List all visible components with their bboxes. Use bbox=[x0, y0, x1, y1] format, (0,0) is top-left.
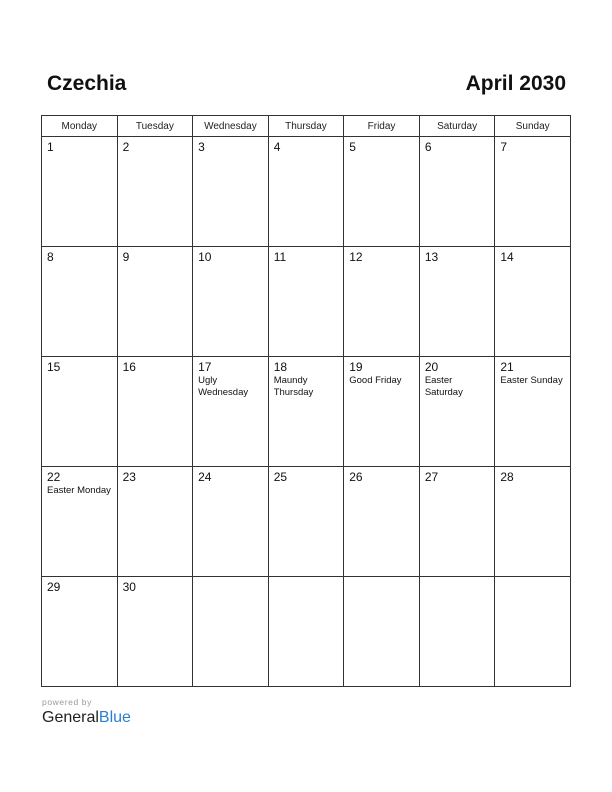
day-number: 2 bbox=[122, 140, 130, 154]
day-cell-content bbox=[118, 137, 193, 246]
day-cell-content bbox=[193, 137, 268, 246]
day-cell[interactable] bbox=[344, 247, 420, 357]
day-cell[interactable] bbox=[344, 357, 420, 467]
holiday-label: Easter Monday bbox=[47, 485, 111, 496]
day-number: 3 bbox=[198, 140, 205, 154]
day-cell-content bbox=[193, 357, 268, 466]
day-cell[interactable] bbox=[193, 247, 269, 357]
day-cell-content bbox=[344, 137, 419, 246]
week-row bbox=[42, 577, 571, 687]
day-number: 21 bbox=[500, 360, 514, 374]
day-number: 25 bbox=[273, 470, 288, 484]
weekday-header-sunday: Sunday bbox=[495, 116, 571, 137]
day-cell[interactable] bbox=[42, 247, 118, 357]
day-cell bbox=[495, 577, 571, 687]
holiday-label: Ugly Wednesday bbox=[198, 375, 249, 398]
day-cell-content bbox=[193, 247, 268, 356]
day-cell-content bbox=[42, 247, 117, 356]
day-number: 23 bbox=[122, 470, 136, 484]
day-cell bbox=[268, 577, 344, 687]
day-cell-content bbox=[118, 467, 193, 576]
day-cell bbox=[193, 577, 269, 687]
day-cell-content bbox=[344, 577, 419, 686]
day-cell bbox=[419, 577, 495, 687]
day-cell-content bbox=[495, 357, 570, 466]
day-cell[interactable] bbox=[42, 357, 118, 467]
day-cell-content bbox=[420, 467, 495, 576]
day-number: 30 bbox=[122, 580, 136, 594]
day-cell[interactable] bbox=[419, 357, 495, 467]
holiday-label: Easter Saturday bbox=[424, 375, 463, 398]
day-number: 28 bbox=[500, 470, 514, 484]
day-number: 27 bbox=[424, 470, 439, 484]
day-cell[interactable] bbox=[117, 357, 193, 467]
day-cell bbox=[344, 577, 420, 687]
day-cell-content bbox=[42, 577, 117, 686]
country-title: Czechia bbox=[47, 72, 127, 95]
day-cell[interactable] bbox=[268, 357, 344, 467]
day-cell[interactable] bbox=[193, 357, 269, 467]
day-cell-content bbox=[42, 137, 117, 246]
powered-by-text: powered by bbox=[42, 697, 92, 707]
day-number: 22 bbox=[47, 470, 61, 484]
day-number: 24 bbox=[198, 470, 212, 484]
week-row bbox=[42, 357, 571, 467]
day-cell-content bbox=[118, 357, 193, 466]
day-number: 26 bbox=[349, 470, 363, 484]
day-number: 1 bbox=[47, 140, 54, 154]
week-row bbox=[42, 467, 571, 577]
day-number: 20 bbox=[424, 360, 439, 374]
day-number: 9 bbox=[122, 250, 130, 264]
day-cell-content bbox=[495, 467, 570, 576]
day-cell[interactable] bbox=[419, 247, 495, 357]
day-cell-content bbox=[344, 357, 419, 466]
day-number: 29 bbox=[47, 580, 61, 594]
day-number: 18 bbox=[273, 360, 288, 374]
day-cell-content bbox=[193, 467, 268, 576]
day-cell-content bbox=[42, 357, 117, 466]
day-cell[interactable] bbox=[495, 247, 571, 357]
day-cell[interactable] bbox=[268, 137, 344, 247]
day-cell[interactable] bbox=[344, 137, 420, 247]
day-number: 14 bbox=[500, 250, 514, 264]
day-number: 7 bbox=[500, 140, 508, 154]
day-number: 17 bbox=[198, 360, 212, 374]
day-cell[interactable] bbox=[193, 137, 269, 247]
weekday-header-thursday: Thursday bbox=[268, 116, 344, 137]
day-number: 10 bbox=[198, 250, 212, 264]
day-cell[interactable] bbox=[117, 247, 193, 357]
day-cell-content bbox=[269, 467, 344, 576]
day-cell-content bbox=[420, 247, 495, 356]
day-number: 8 bbox=[47, 250, 54, 264]
weekday-header-saturday: Saturday bbox=[419, 116, 495, 137]
day-number: 11 bbox=[273, 250, 287, 264]
brand-general-text: General bbox=[42, 709, 99, 726]
weekday-header-monday: Monday bbox=[42, 116, 118, 137]
day-cell-content bbox=[420, 577, 495, 686]
weekday-header-row bbox=[42, 116, 571, 137]
day-cell[interactable] bbox=[495, 137, 571, 247]
weekday-header-wednesday: Wednesday bbox=[193, 116, 269, 137]
day-cell[interactable] bbox=[419, 467, 495, 577]
day-cell-content bbox=[269, 137, 344, 246]
week-row bbox=[42, 137, 571, 247]
day-cell-content bbox=[495, 247, 570, 356]
day-cell[interactable] bbox=[495, 467, 571, 577]
day-cell[interactable] bbox=[42, 467, 118, 577]
day-cell-content bbox=[42, 467, 117, 576]
day-number: 19 bbox=[349, 360, 363, 374]
day-cell-content bbox=[193, 577, 268, 686]
day-cell-content bbox=[495, 137, 570, 246]
brand-logo[interactable] bbox=[42, 708, 131, 728]
day-cell-content bbox=[344, 247, 419, 356]
day-number: 15 bbox=[47, 360, 61, 374]
day-cell[interactable] bbox=[117, 467, 193, 577]
day-cell-content bbox=[269, 247, 344, 356]
day-cell[interactable] bbox=[117, 577, 193, 687]
day-cell[interactable] bbox=[117, 137, 193, 247]
day-cell[interactable] bbox=[268, 467, 344, 577]
day-number: 6 bbox=[424, 140, 432, 154]
day-cell[interactable] bbox=[42, 137, 118, 247]
day-number: 5 bbox=[349, 140, 356, 154]
day-cell[interactable] bbox=[193, 467, 269, 577]
day-number: 12 bbox=[349, 250, 363, 264]
footer-brand bbox=[42, 697, 131, 728]
day-cell[interactable] bbox=[268, 247, 344, 357]
day-cell-content bbox=[118, 247, 193, 356]
calendar-grid bbox=[41, 115, 571, 687]
weekday-header-tuesday: Tuesday bbox=[117, 116, 193, 137]
day-cell[interactable] bbox=[495, 357, 571, 467]
day-number: 13 bbox=[424, 250, 439, 264]
week-row bbox=[42, 247, 571, 357]
day-cell-content bbox=[344, 467, 419, 576]
day-cell-content bbox=[118, 577, 193, 686]
day-cell-content bbox=[420, 137, 495, 246]
month-title: April 2030 bbox=[465, 72, 566, 95]
brand-blue-text: Blue bbox=[98, 709, 131, 726]
day-cell[interactable] bbox=[419, 137, 495, 247]
day-cell-content bbox=[269, 357, 344, 466]
holiday-label: Easter Sunday bbox=[500, 375, 563, 386]
day-cell[interactable] bbox=[344, 467, 420, 577]
day-number: 4 bbox=[273, 140, 281, 154]
holiday-label: Maundy Thursday bbox=[273, 375, 314, 398]
day-cell[interactable] bbox=[42, 577, 118, 687]
holiday-label: Good Friday bbox=[349, 375, 402, 386]
day-number: 16 bbox=[122, 360, 136, 374]
day-cell-content bbox=[495, 577, 570, 686]
weekday-header-friday: Friday bbox=[344, 116, 420, 137]
day-cell-content bbox=[269, 577, 344, 686]
day-cell-content bbox=[420, 357, 495, 466]
